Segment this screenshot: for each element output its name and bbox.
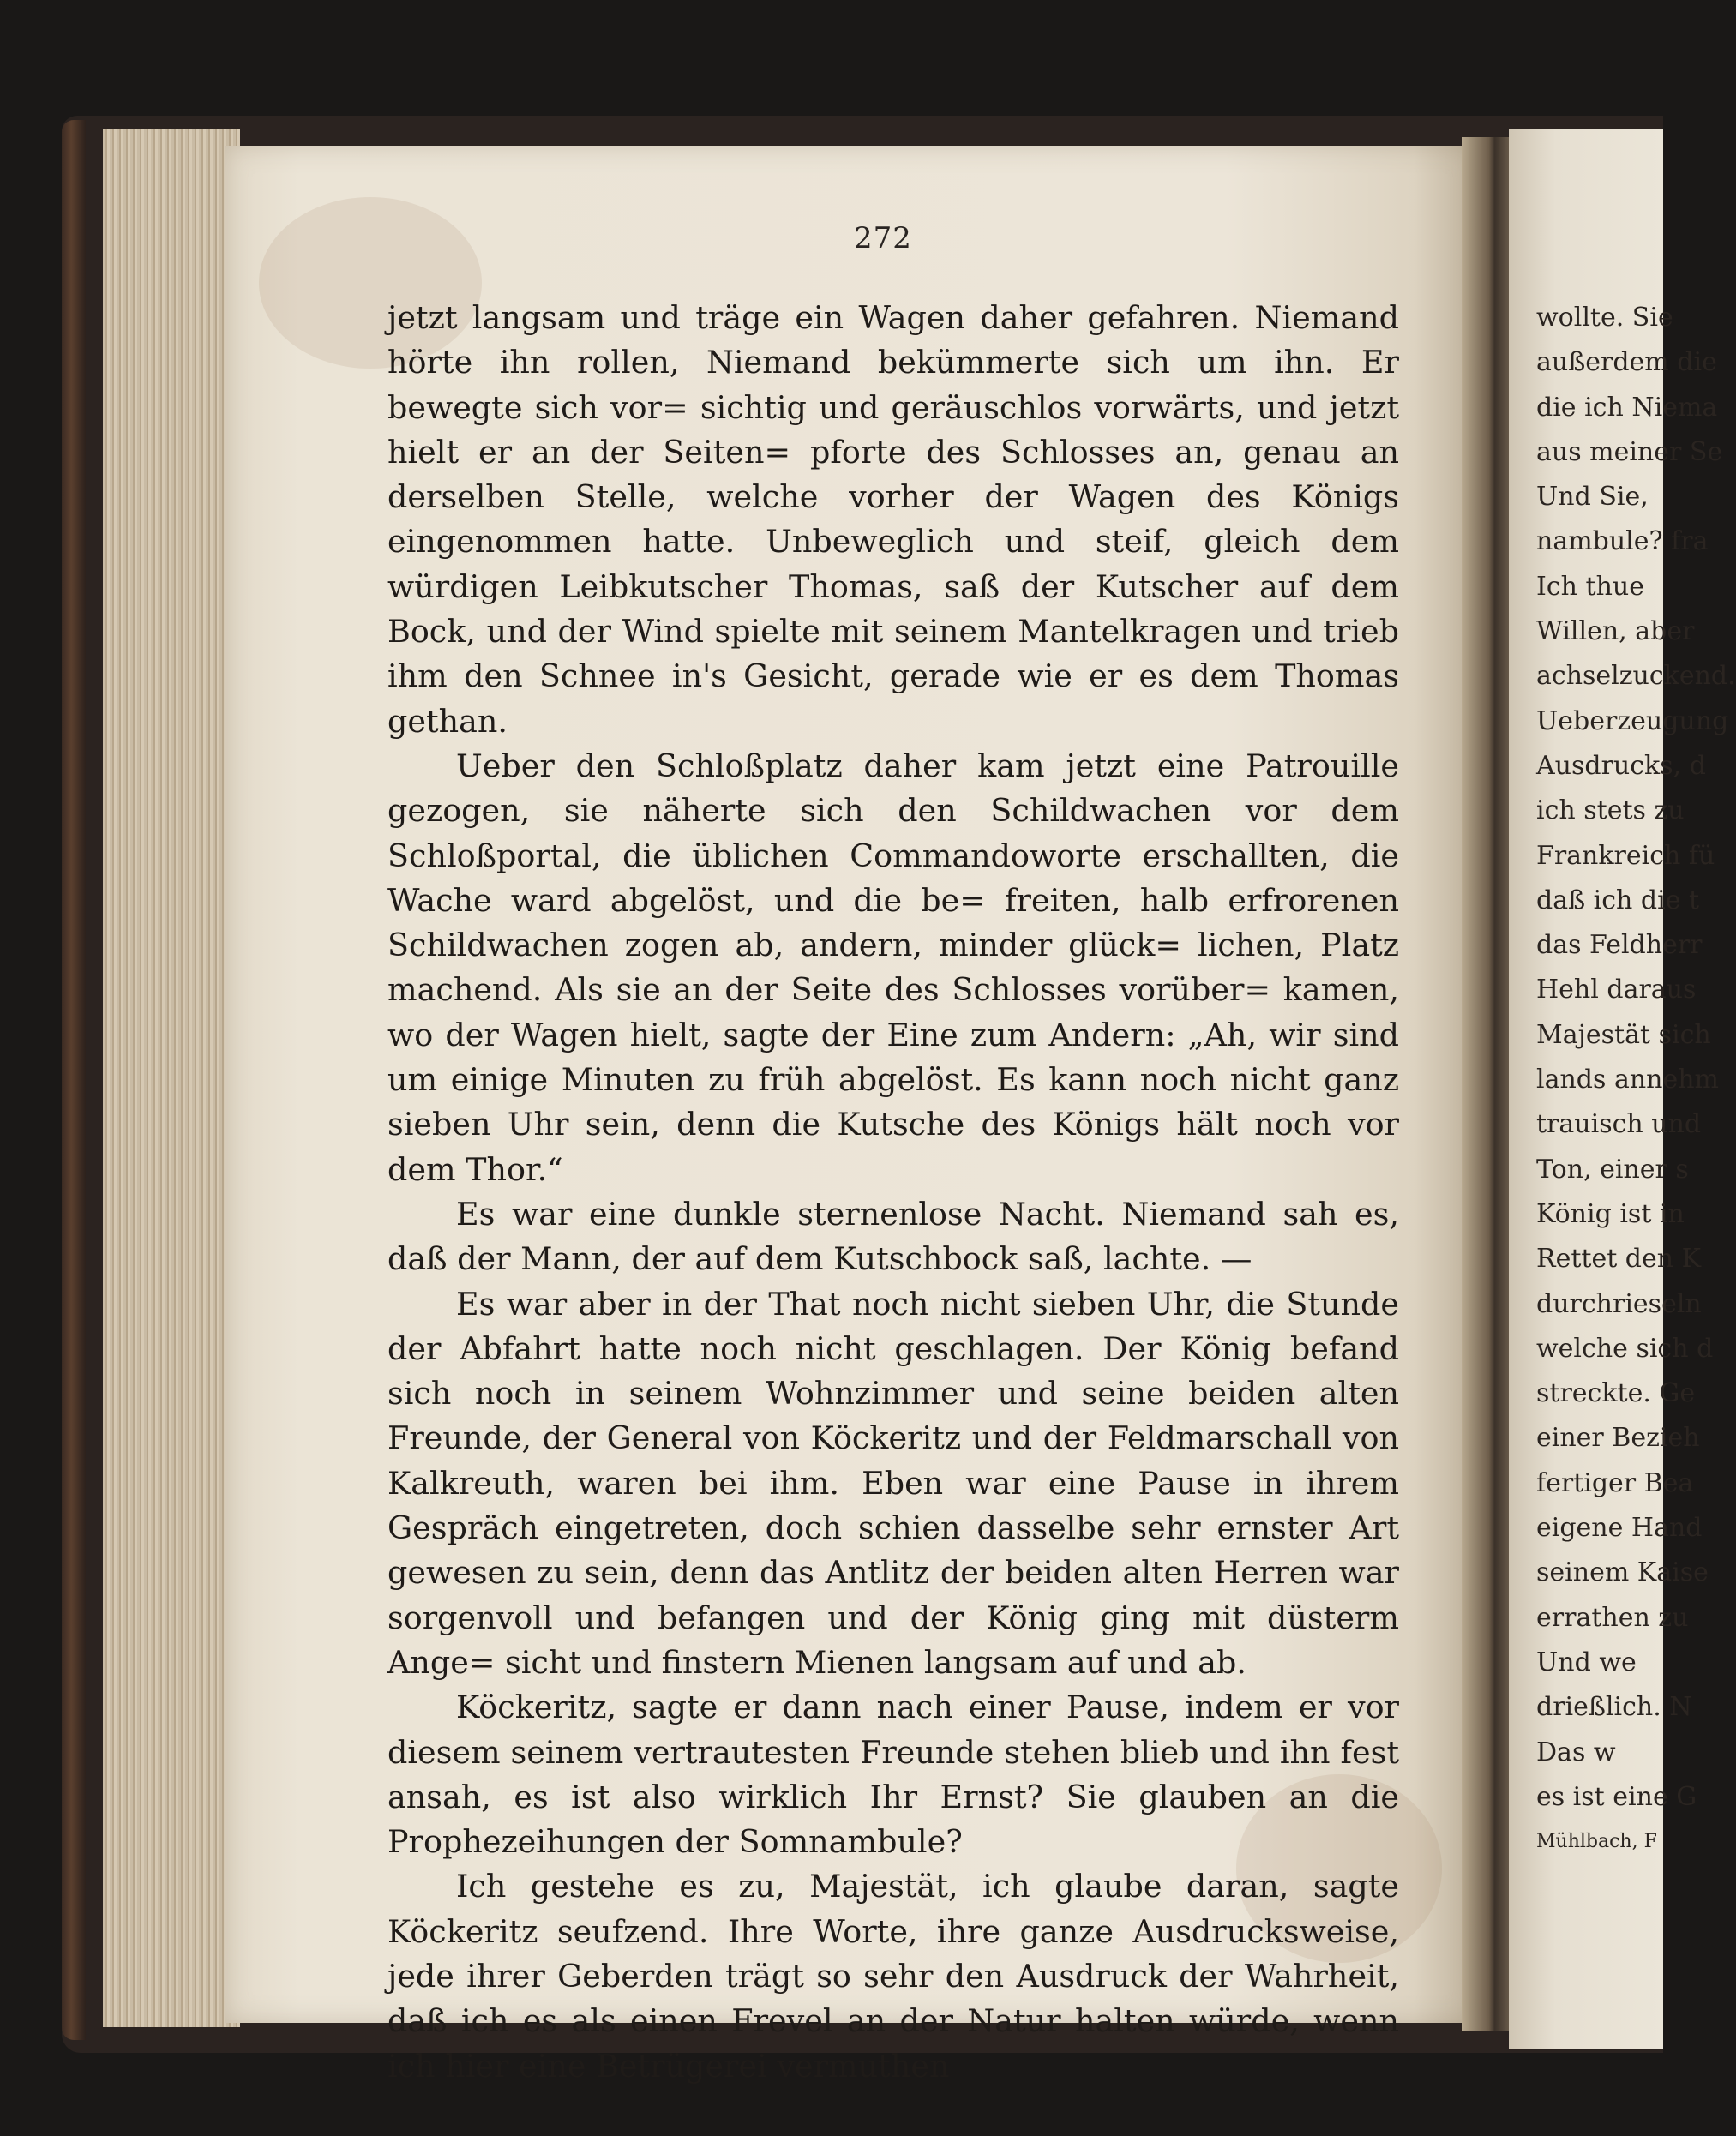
right-page-line: Frankreich fü bbox=[1536, 840, 1715, 871]
right-page-line: einer Bezieh bbox=[1536, 1423, 1700, 1454]
right-page-line: drießlich. N bbox=[1536, 1692, 1692, 1723]
right-page-line: eigene Hand bbox=[1536, 1513, 1703, 1544]
text-line: und der Wind spielte mit seinem Mantelkragen und trieb ihm den bbox=[387, 613, 1399, 695]
right-page-line: durchrieseln bbox=[1536, 1288, 1702, 1319]
right-page-line: es ist eine G bbox=[1536, 1781, 1697, 1812]
text-line: wirklich Ihr Ernst? Sie glauben an die Prophezeihungen der bbox=[387, 1778, 1399, 1861]
book-spine-edge bbox=[62, 120, 86, 2040]
main-text-block bbox=[387, 296, 1399, 2089]
right-page-line: achselzuckend. bbox=[1536, 661, 1736, 692]
text-line: Köckeritz, sagte er dann nach einer Pause, indem er vor diesem bbox=[387, 1689, 1399, 1771]
text-line: pforte des Schlosses an, genau an derselben Stelle, welche vorher der bbox=[387, 433, 1399, 516]
right-page-line: streckte. Ge bbox=[1536, 1378, 1696, 1409]
text-line: Köckeritz und der Feldmarschall von Kalkreuth, waren bei ihm. Eben bbox=[387, 1419, 1399, 1502]
page-number: 272 bbox=[854, 221, 912, 255]
text-line: kamen, wo der Wagen hielt, sagte der Eine zum Andern: „Ah, wir bbox=[387, 971, 1399, 1053]
text-line: Ich gestehe es zu, Majestät, ich glaube daran, sagte Köckeritz bbox=[387, 1868, 1399, 1950]
text-line: Schnee in's Gesicht, gerade wie er es dem Thomas gethan. bbox=[387, 657, 1400, 740]
text-line: dem würdigen Leibkutscher Thomas, saß der Kutscher auf dem Bock, bbox=[387, 523, 1399, 651]
text-line: ihn rollen, Niemand bekümmerte sich um ihn. Er bewegte sich vor= bbox=[387, 344, 1400, 426]
text-line: sind um einige Minuten zu früh abgelöst. Es kann noch nicht ganz bbox=[387, 1016, 1399, 1099]
text-line: Es war aber in der That noch nicht sieben Uhr, die Stunde der bbox=[387, 1285, 1399, 1367]
text-line: seinem Wohnzimmer und seine beiden alten Freunde, der General von bbox=[387, 1375, 1399, 1457]
right-page-line: errathen zu bbox=[1536, 1602, 1689, 1633]
text-line: Abfahrt hatte noch nicht geschlagen. Der König befand sich noch in bbox=[387, 1329, 1400, 1413]
right-page-line: Hehl daraus bbox=[1536, 975, 1697, 1005]
right-page-line: lands annehm bbox=[1536, 1065, 1719, 1095]
text-line: näherte sich den Schildwachen vor dem Schloßportal, die üblichen bbox=[387, 792, 1399, 874]
right-page-line: die ich Niema bbox=[1536, 392, 1718, 423]
right-page-line: trauisch und bbox=[1536, 1109, 1702, 1140]
right-page-line: Das w bbox=[1536, 1737, 1616, 1767]
right-page-line: König ist in bbox=[1536, 1198, 1685, 1229]
text-line: jetzt langsam und träge ein Wagen daher gefahren. Niemand hörte bbox=[387, 299, 1399, 381]
text-paragraph bbox=[387, 744, 1399, 1192]
text-line: Somnambule? bbox=[738, 1823, 963, 1861]
right-page-line: fertiger Bea bbox=[1536, 1467, 1694, 1498]
text-paragraph bbox=[387, 1685, 1399, 1864]
text-paragraph bbox=[387, 1864, 1399, 2088]
right-page-line: daß ich die t bbox=[1536, 885, 1700, 915]
right-page-line: nambule? fra bbox=[1536, 526, 1709, 557]
right-page-line: Und Sie, bbox=[1536, 482, 1649, 513]
right-page-line: Ueberzeugung bbox=[1536, 705, 1729, 736]
text-line: sichtig und geräuschlos vorwärts, und jetzt hielt er an der Seiten= bbox=[387, 388, 1399, 471]
right-page-line: außerdem die bbox=[1536, 347, 1717, 378]
text-line: sicht und finstern Mienen langsam auf und ab. bbox=[505, 1643, 1247, 1681]
text-line: Ueber den Schloßplatz daher kam jetzt eine Patrouille gezogen, sie bbox=[387, 747, 1399, 830]
text-line: an der Natur halten würde, wenn ich hier eine Betrügerei vermuthen bbox=[387, 2002, 1399, 2085]
right-page-line: ich stets zu bbox=[1536, 795, 1685, 826]
right-page-footer: Mühlbach, F bbox=[1536, 1831, 1657, 1853]
text-line: Wagen des Königs eingenommen hatte. Unbeweglich und steif, gleich bbox=[387, 478, 1399, 561]
text-line: seufzend. Ihre Worte, ihre ganze Ausdrucksweise, jede ihrer Geberden bbox=[387, 1912, 1399, 1995]
text-paragraph bbox=[387, 1282, 1399, 1686]
right-page-line: Ich thue bbox=[1536, 571, 1644, 602]
right-page-line: aus meiner Se bbox=[1536, 436, 1723, 467]
right-page-line: Rettet den K bbox=[1536, 1244, 1702, 1275]
text-line: Mann, der auf dem Kutschbock saß, lachte. — bbox=[520, 1240, 1252, 1278]
text-line: war eine Pause in ihrem Gespräch eingetreten, doch schien dasselbe sehr bbox=[387, 1464, 1399, 1547]
right-page-line: Und we bbox=[1536, 1647, 1637, 1677]
right-page-text bbox=[1536, 296, 1736, 1864]
text-line: freiten, halb erfrorenen Schildwachen zogen ab, andern, minder glück= bbox=[387, 881, 1400, 964]
right-page-line: das Feldherr bbox=[1536, 930, 1703, 961]
text-line: Commandoworte erschallten, die Wache ward abgelöst, und die be= bbox=[387, 837, 1399, 919]
right-page-line: welche sich d bbox=[1536, 1333, 1714, 1364]
text-line: sieben Uhr sein, denn die Kutsche des Königs hält noch vor dem Thor.“ bbox=[387, 1106, 1399, 1188]
text-paragraph bbox=[387, 1192, 1399, 1282]
right-page-line: Willen, aber bbox=[1536, 616, 1695, 647]
right-page-line: Ton, einer s bbox=[1536, 1154, 1689, 1185]
text-line: lichen, Platz machend. Als sie an der Seite des Schlosses vorüber= bbox=[387, 927, 1399, 1009]
right-page-line: wollte. Sie bbox=[1536, 303, 1673, 333]
text-line: Es war eine dunkle sternenlose Nacht. Niemand sah es, daß der bbox=[387, 1195, 1399, 1278]
text-line: trägt so sehr den Ausdruck der Wahrheit, daß ich es als einen Frevel bbox=[387, 1957, 1399, 2040]
page-edges bbox=[103, 129, 240, 2027]
right-page-line: seinem Kaise bbox=[1536, 1557, 1709, 1588]
text-paragraph bbox=[387, 296, 1399, 744]
text-line: ernster Art gewesen zu sein, denn das Antlitz der beiden alten Herren bbox=[387, 1509, 1399, 1592]
text-line: seinem vertrautesten Freunde stehen blieb und ihn fest ansah, es ist also bbox=[387, 1733, 1399, 1815]
right-page-line: Majestät sich bbox=[1536, 1019, 1711, 1050]
right-page-line: Ausdrucks, d bbox=[1536, 750, 1706, 781]
text-line: war sorgenvoll und befangen und der König ging mit düsterm Ange= bbox=[387, 1554, 1399, 1681]
